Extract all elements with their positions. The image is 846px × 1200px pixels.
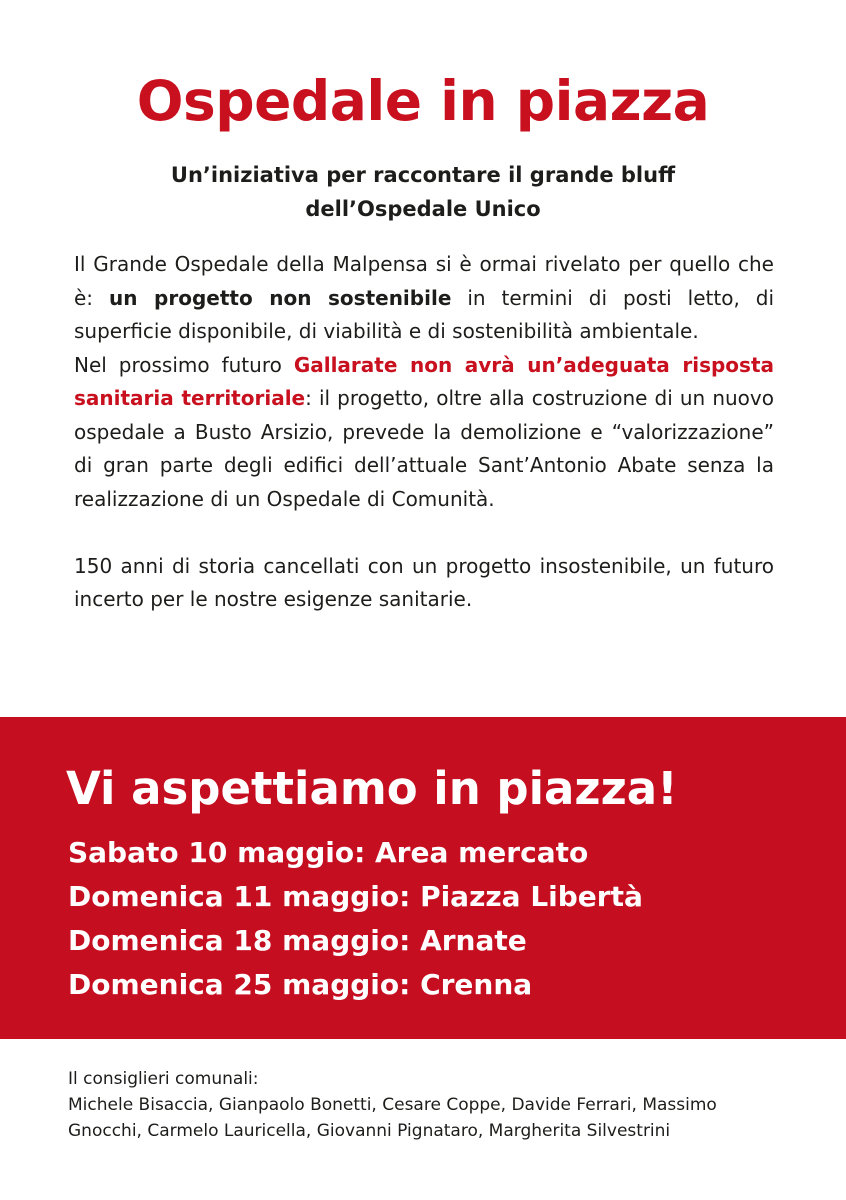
subtitle-line-2: dell’Ospedale Unico: [305, 197, 541, 221]
event-date-item: Sabato 10 maggio: Area mercato: [68, 836, 589, 869]
paragraph-intro-text-2: in termini di posti letto, di superficie disponibile, di viabilità e di sostenibilità ambientale.: [74, 285, 775, 343]
event-banner-title: Vi aspettiamo in piazza!: [66, 762, 678, 815]
page-subtitle: [40, 158, 806, 226]
paragraph-gallarate: [74, 349, 774, 517]
paragraph-intro-emphasis: un progetto non sostenibile: [109, 285, 452, 310]
event-date-item: Domenica 11 maggio: Piazza Libertà: [68, 880, 643, 913]
event-date-item: Domenica 25 maggio: Crenna: [68, 968, 533, 1001]
event-banner: [0, 717, 846, 1039]
body-text: [74, 248, 774, 617]
signatories-names: Michele Bisaccia, Gianpaolo Bonetti, Cesare Coppe, Davide Ferrari, Massimo Gnocchi, Carmelo Lauricella, Giovanni Pignataro, Margherita Silvestrini: [68, 1095, 717, 1141]
signatories-heading: Il consiglieri comunali:: [68, 1069, 259, 1089]
signatories: [68, 1066, 788, 1144]
event-dates-list: [68, 831, 643, 1007]
paragraph-intro-text-1: Il Grande Ospedale della Malpensa si è ormai rivelato per quello che è:: [74, 252, 774, 310]
paragraph-gallarate-text-2: : il progetto, oltre alla costruzione di un nuovo ospedale a Busto Arsizio, prevede la demolizione e “valorizzazione” di gran parte degli edifici dell’attuale Sant’Antonio Abate senza la realizzazione di un Ospedale di Comunità.: [74, 386, 774, 511]
paragraph-history: 150 anni di storia cancellati con un progetto insostenibile, un futuro incerto per le nostre esigenze sanitarie.: [74, 553, 774, 611]
page-title: Ospedale in piazza: [136, 69, 710, 133]
paragraph-gallarate-highlight: Gallarate non avrà un’adeguata risposta sanitaria territoriale: [74, 352, 775, 410]
paragraph-gallarate-text-1: Nel prossimo futuro: [74, 352, 294, 377]
event-date-item: Domenica 18 maggio: Arnate: [68, 924, 527, 957]
subtitle-line-1: Un’iniziativa per raccontare il grande bluff: [170, 163, 676, 187]
paragraph-spacer: [74, 516, 774, 550]
paragraph-intro: [74, 248, 774, 349]
